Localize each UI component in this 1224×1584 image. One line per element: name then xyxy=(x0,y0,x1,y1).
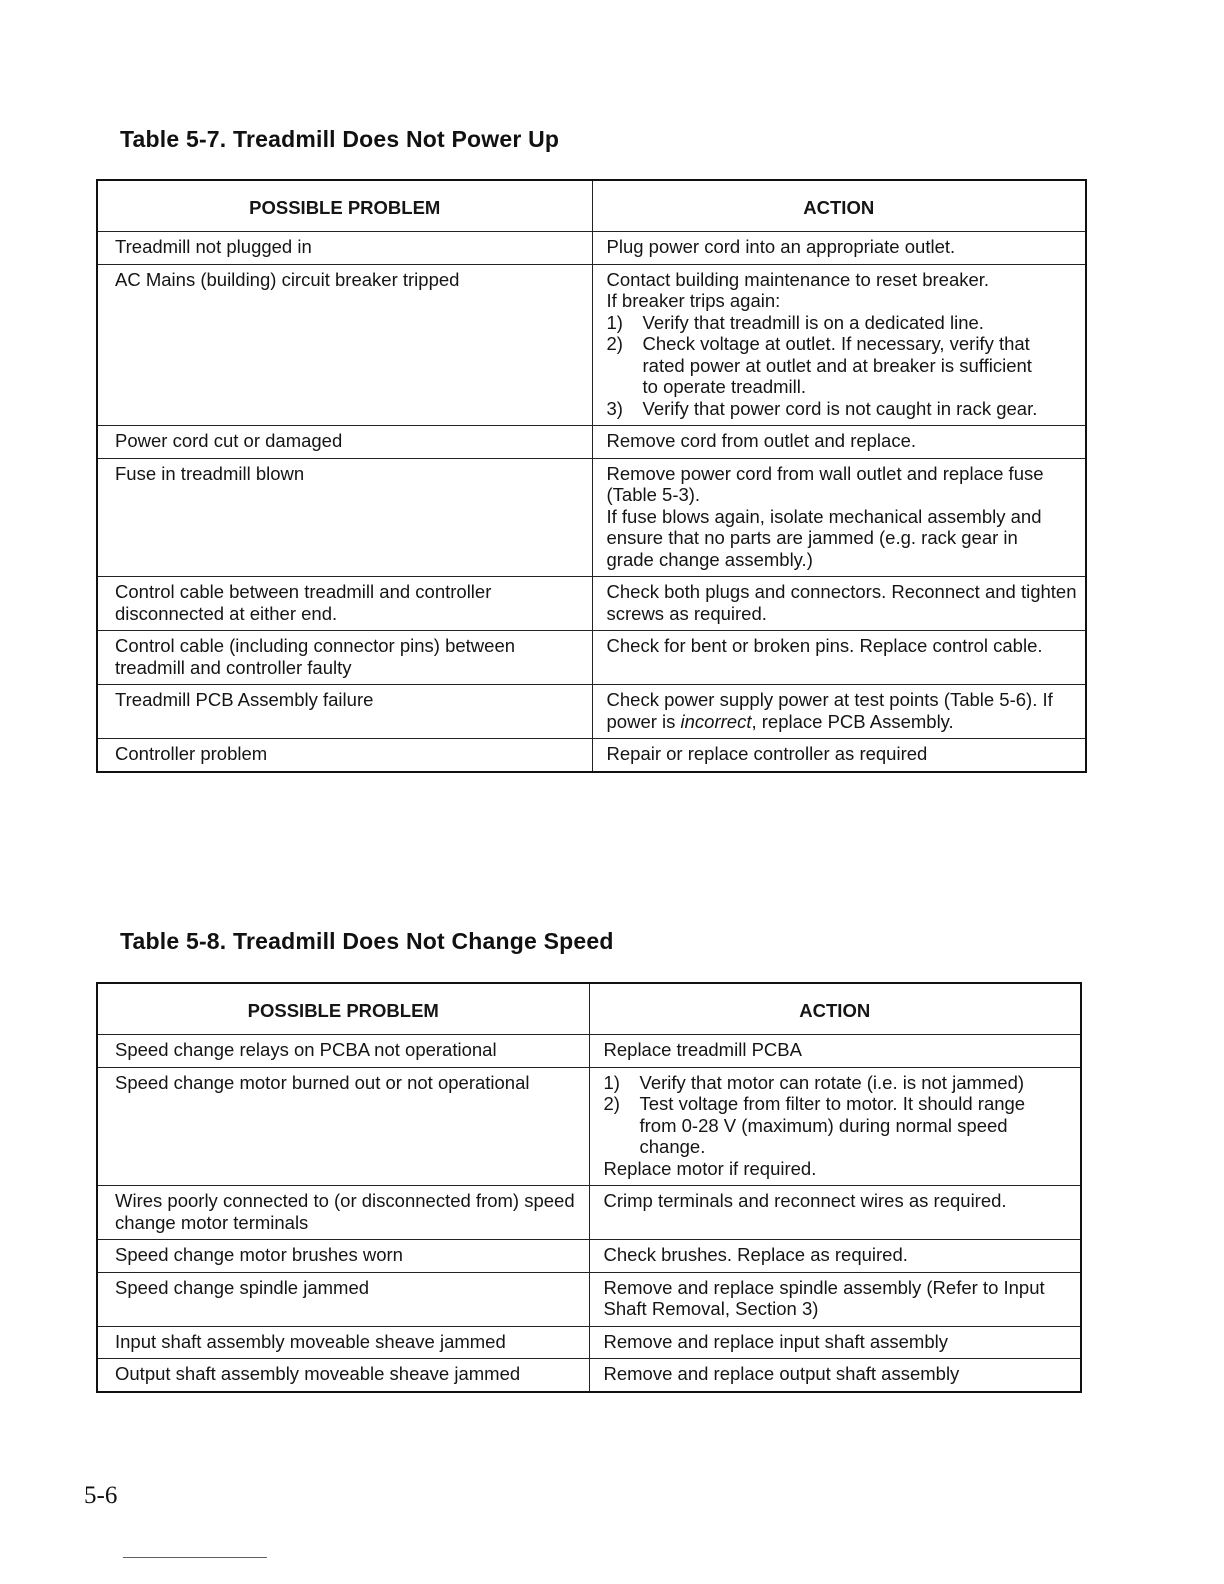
table-row xyxy=(97,631,1086,685)
table-row xyxy=(97,1359,1081,1392)
step-number: 3) xyxy=(606,397,623,419)
problem-cell: Output shaft assembly moveable sheave jammed xyxy=(97,1359,589,1392)
action-text-emphasis: incorrect xyxy=(680,710,752,732)
problem-cell: Speed change motor burned out or not operational xyxy=(97,1067,589,1186)
action-cell xyxy=(592,426,1086,459)
action-step xyxy=(604,1072,1077,1094)
action-cell xyxy=(592,685,1086,739)
action-cell xyxy=(589,1186,1081,1240)
action-cell xyxy=(592,232,1086,265)
table-row xyxy=(97,1240,1081,1273)
problem-cell: Input shaft assembly moveable sheave jammed xyxy=(97,1326,589,1359)
action-cell xyxy=(589,1240,1081,1273)
step-text: Check voltage at outlet. If necessary, verify that rated power at outlet and at breaker is sufficient to operate treadmill. xyxy=(642,333,1032,397)
action-cell xyxy=(589,1067,1081,1186)
action-cell xyxy=(592,264,1086,426)
header-action: ACTION xyxy=(589,983,1081,1035)
problem-cell: Treadmill not plugged in xyxy=(97,232,592,265)
table-row xyxy=(97,739,1086,772)
action-steps xyxy=(607,312,1082,420)
action-text: Check for bent or broken pins. Replace control cable. xyxy=(606,635,1043,656)
problem-cell: Control cable (including connector pins) between treadmill and controller faulty xyxy=(97,631,592,685)
action-steps xyxy=(604,1072,1077,1158)
problem-cell: Speed change spindle jammed xyxy=(97,1272,589,1326)
action-text: Plug power cord into an appropriate outlet. xyxy=(606,236,956,257)
action-text: Replace motor if required. xyxy=(603,1157,817,1179)
action-text: Replace treadmill PCBA xyxy=(603,1039,802,1060)
action-text: Remove cord from outlet and replace. xyxy=(606,430,917,451)
header-action: ACTION xyxy=(592,180,1086,232)
action-text-start: Check power supply power at test points (Table 5-6). If power is xyxy=(606,689,1053,732)
action-cell xyxy=(592,577,1086,631)
table-header-row xyxy=(97,180,1086,232)
action-text: Check both plugs and connectors. Reconnect and tighten screws as required. xyxy=(606,581,1077,624)
action-cell xyxy=(592,458,1086,577)
action-step xyxy=(604,1093,1077,1158)
problem-cell: Fuse in treadmill blown xyxy=(97,458,592,577)
problem-cell: Speed change relays on PCBA not operational xyxy=(97,1035,589,1068)
table-row xyxy=(97,577,1086,631)
table-5-8-title: Table 5-8. Treadmill Does Not Change Speed xyxy=(120,928,614,954)
table-row xyxy=(97,458,1086,577)
table-header-row xyxy=(97,983,1081,1035)
action-text: Remove and replace output shaft assembly xyxy=(603,1363,960,1384)
action-text: Remove and replace input shaft assembly xyxy=(603,1330,948,1352)
header-possible-problem: POSSIBLE PROBLEM xyxy=(97,983,589,1035)
step-number: 2) xyxy=(603,1093,620,1114)
problem-cell: Speed change motor brushes worn xyxy=(97,1240,589,1273)
action-text: Crimp terminals and reconnect wires as required. xyxy=(603,1190,1007,1211)
action-cell xyxy=(589,1035,1081,1068)
table-5-8 xyxy=(96,982,1082,1393)
bottom-rule xyxy=(123,1557,267,1558)
table-row xyxy=(97,232,1086,265)
action-text: Remove and replace spindle assembly (Refer to Input Shaft Removal, Section 3) xyxy=(603,1276,1045,1319)
action-step xyxy=(607,398,1082,420)
problem-cell: AC Mains (building) circuit breaker tripped xyxy=(97,264,592,426)
step-number: 2) xyxy=(606,333,623,354)
problem-cell: Wires poorly connected to (or disconnected from) speed change motor terminals xyxy=(97,1186,589,1240)
step-number: 1) xyxy=(603,1071,620,1093)
table-row xyxy=(97,1326,1081,1359)
action-cell xyxy=(592,739,1086,772)
problem-cell: Power cord cut or damaged xyxy=(97,426,592,459)
action-step xyxy=(607,312,1082,334)
step-number: 1) xyxy=(606,311,623,333)
table-row xyxy=(97,1067,1081,1186)
step-text: Test voltage from filter to motor. It should range from 0-28 V (maximum) during normal speed change. xyxy=(639,1093,1026,1157)
action-text: Check brushes. Replace as required. xyxy=(603,1244,908,1265)
problem-cell: Control cable between treadmill and controller disconnected at either end. xyxy=(97,577,592,631)
table-row xyxy=(97,426,1086,459)
action-text: If fuse blows again, isolate mechanical assembly and ensure that no parts are jammed (e.g. rack gear in grade change assembly.) xyxy=(606,505,1042,570)
table-row xyxy=(97,1272,1081,1326)
table-row xyxy=(97,1186,1081,1240)
page-number: 5-6 xyxy=(84,1482,118,1509)
action-cell xyxy=(589,1272,1081,1326)
table-row xyxy=(97,264,1086,426)
step-text: Verify that motor can rotate (i.e. is not jammed) xyxy=(639,1071,1025,1093)
action-text: Remove power cord from wall outlet and replace fuse (Table 5-3). xyxy=(606,462,1044,505)
action-text xyxy=(607,689,1066,732)
problem-cell: Controller problem xyxy=(97,739,592,772)
action-cell xyxy=(592,631,1086,685)
action-cell xyxy=(589,1326,1081,1359)
step-text: Verify that treadmill is on a dedicated line. xyxy=(642,311,984,333)
header-possible-problem: POSSIBLE PROBLEM xyxy=(97,180,592,232)
step-text: Verify that power cord is not caught in rack gear. xyxy=(642,397,1038,419)
action-text: Contact building maintenance to reset breaker. xyxy=(606,268,990,290)
action-text: If breaker trips again: xyxy=(606,290,781,311)
table-row xyxy=(97,1035,1081,1068)
problem-cell: Treadmill PCB Assembly failure xyxy=(97,685,592,739)
action-text: Repair or replace controller as required xyxy=(606,743,928,764)
action-cell xyxy=(589,1359,1081,1392)
action-step xyxy=(607,333,1082,398)
action-text-end: , replace PCB Assembly. xyxy=(751,710,954,732)
table-row xyxy=(97,685,1086,739)
table-5-7 xyxy=(96,179,1087,773)
table-5-7-title: Table 5-7. Treadmill Does Not Power Up xyxy=(120,126,560,152)
